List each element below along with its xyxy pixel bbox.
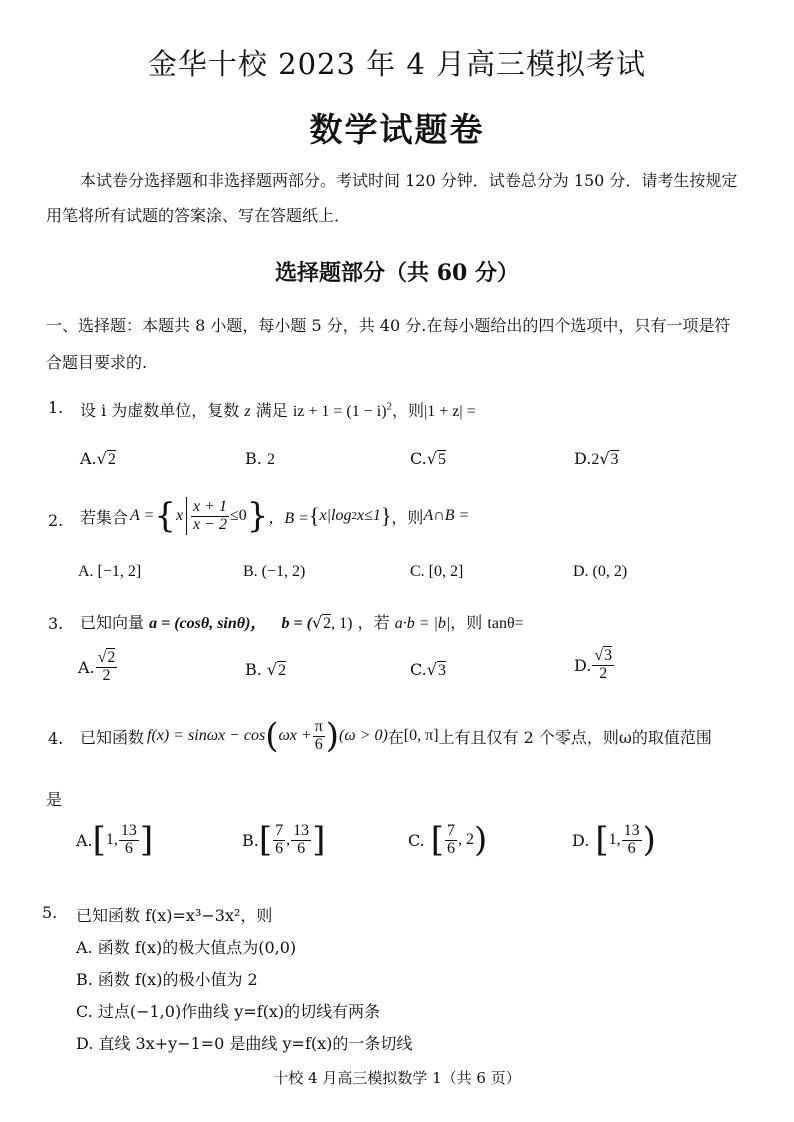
q1-option-c[interactable]: C.√5 [410, 449, 446, 468]
q3-text-a: 已知向量 [80, 613, 145, 632]
part-instruction-1: 一、选择题：本题共 8 小题，每小题 5 分，共 40 分.在每小题给出的四个选项中，只有一项是符 [46, 316, 731, 335]
q3-tan: tanθ= [487, 615, 524, 632]
q3-option-a[interactable] [78, 650, 118, 685]
right-bracket: ] [139, 820, 154, 861]
q2-set-a: A = [130, 507, 155, 524]
option-label: C. [410, 660, 427, 679]
q2-le-zero: ≤0 [229, 507, 247, 524]
denominator: 6 [124, 839, 133, 857]
option-label: A. [80, 449, 97, 468]
option-label: D. [574, 449, 592, 468]
option-fraction [445, 823, 457, 858]
q1-text-b: 满足 [255, 401, 288, 420]
option-left: 1, [608, 831, 621, 849]
denominator: 6 [314, 735, 323, 753]
q2-number: 2. [48, 511, 64, 530]
q4-function: f(x) = sinωx − cos [147, 727, 266, 744]
q3-option-c[interactable]: C.√3 [410, 660, 446, 679]
q2-bar [186, 497, 187, 535]
q3-condition: a·b = |b| [394, 615, 451, 632]
q4-pi-over-6 [313, 719, 325, 754]
q2-option-b[interactable]: B. (−1, 2) [243, 563, 306, 580]
q3-option-b[interactable]: B. √2 [245, 660, 287, 679]
q3-stem: 已知向量 a = (cosθ, sinθ)， b = (√2, 1) ，若 a·b = |b|，则 tanθ= [80, 613, 524, 632]
option-left: 1, [105, 831, 118, 849]
option-label: B. [245, 660, 262, 679]
q2-text-a: 若集合 [80, 507, 129, 527]
q2-log: x|log [319, 507, 352, 524]
q3-option-d[interactable] [574, 648, 615, 683]
q4-stem [80, 712, 712, 760]
q5-option-b[interactable]: B. 函数 f(x)的极小值为 2 [76, 970, 258, 989]
q3-number: 3. [48, 614, 64, 633]
q2-log-rest: x≤1 [356, 507, 381, 524]
left-paren: ( [265, 716, 279, 756]
right-brace-small: } [380, 503, 392, 528]
q1-option-a[interactable]: A.√2 [80, 449, 116, 468]
left-bracket: [ [92, 820, 106, 861]
section-title: 选择题部分（共 60 分） [275, 260, 519, 286]
q2-option-d[interactable]: D. (0, 2) [573, 563, 628, 580]
left-brace-small: { [308, 503, 320, 528]
q5-option-c[interactable]: C. 过点(−1,0)作曲线 y=f(x)的切线有两条 [76, 1002, 381, 1021]
q1-abs: |1 + z| = [424, 403, 476, 420]
q5-stem: 已知函数 f(x)=x³−3x²，则 [76, 906, 273, 925]
left-bracket: [ [595, 820, 609, 861]
right-paren: ) [325, 716, 340, 756]
q4-option-d[interactable] [572, 820, 656, 861]
option-label: D. [574, 655, 592, 675]
q1-exponent: 2 [386, 400, 393, 413]
q3-vector-b-post: , 1) [331, 615, 353, 632]
option-value: 2 [266, 451, 275, 468]
numerator: 13 [120, 822, 137, 839]
option-fraction [622, 823, 642, 858]
option-label: C. [410, 449, 427, 468]
q2-text-b: ，则 [391, 507, 424, 527]
option-value: 3 [610, 451, 619, 468]
comma: , [286, 831, 291, 849]
option-fraction [119, 823, 139, 858]
left-bracket: [ [430, 820, 445, 861]
q1-option-d[interactable]: D.2√3 [574, 449, 619, 468]
q5-number: 5. [42, 903, 58, 922]
q2-x: x [175, 507, 184, 524]
q2-option-c[interactable]: C. [0, 2] [410, 563, 464, 580]
q5-option-a[interactable]: A. 函数 f(x)的极大值点为(0,0) [76, 938, 297, 957]
option-fraction-2 [291, 823, 311, 858]
option-label: D. [572, 830, 590, 850]
q4-continuation: 是 [46, 790, 63, 809]
option-right: , 2 [458, 831, 475, 849]
option-label: B. [242, 830, 259, 850]
q4-condition: (ω > 0) [339, 727, 388, 744]
q1-text-a: 设 i 为虚数单位，复数 [80, 401, 240, 420]
right-paren: ) [474, 820, 488, 861]
q3-vector-a: a = (cosθ, sinθ)， [149, 615, 267, 632]
numerator: π [314, 717, 323, 735]
option-label: A. [78, 657, 95, 677]
q1-number: 1. [48, 398, 64, 417]
option-coefficient: 2 [591, 451, 600, 468]
exam-title: 金华十校 2023 年 4 月高三模拟考试 [147, 47, 647, 81]
q5-option-d[interactable]: D. 直线 3x+y−1=0 是曲线 y=f(x)的一条切线 [76, 1034, 413, 1053]
denominator: 6 [447, 839, 456, 857]
numerator: 7 [275, 822, 284, 839]
q1-option-b[interactable] [245, 449, 275, 469]
denominator: 2 [102, 666, 111, 684]
q1-equation: iz + 1 = (1 − i) [292, 403, 387, 420]
numerator: 13 [623, 822, 640, 839]
q2-intersection: A∩B = [423, 507, 470, 524]
intro-line-1: 本试卷分选择题和非选择题两部分。考试时间 120 分钟．试卷总分为 150 分．请考生按规定 [80, 171, 738, 190]
option-fraction: $\frac{√3}{2}$ [594, 647, 613, 682]
option-value: 5 [437, 451, 446, 468]
left-bracket: [ [258, 820, 273, 861]
q3-vector-b-pre: b = ( [281, 615, 312, 632]
page-footer: 十校 4 月高三模拟数学 1（共 6 页） [273, 1069, 521, 1087]
left-brace: { [154, 496, 176, 536]
q1-stem [80, 398, 476, 421]
option-label: A. [76, 830, 93, 850]
intro-line-2: 用笔将所有试题的答案涂、写在答题纸上． [46, 206, 351, 225]
numerator: 3 [604, 647, 613, 664]
q1-text-c: ，则 [392, 401, 425, 420]
right-paren: ) [642, 820, 656, 861]
option-label: C. [408, 830, 425, 850]
q3-text-b: ，若 [357, 613, 390, 632]
q2-set-b: ，B = [268, 509, 309, 527]
option-label: B. [245, 449, 262, 468]
q4-option-b[interactable] [242, 820, 326, 861]
q4-text-c: 上有且仅有 2 个零点，则ω的取值范围 [438, 727, 712, 747]
denominator: 6 [627, 839, 636, 857]
q3-vector-b-root: 2 [323, 615, 332, 632]
q4-option-a[interactable] [76, 820, 154, 861]
right-bracket: ] [312, 820, 326, 861]
denominator: 6 [275, 839, 284, 857]
denominator: x − 2 [193, 515, 227, 533]
part-instruction-2: 合题目要求的. [46, 353, 148, 372]
numerator: 2 [107, 649, 116, 666]
q4-option-c[interactable] [408, 820, 488, 861]
q4-text-b: 在 [387, 727, 404, 747]
q4-inner: ωx + [278, 727, 312, 744]
q2-fraction [191, 499, 229, 534]
right-brace: } [246, 496, 269, 536]
option-value: 2 [278, 662, 287, 679]
option-value: 2 [107, 451, 116, 468]
q1-z: z [244, 403, 251, 420]
numerator: 7 [447, 822, 456, 839]
q4-interval: [0, π] [403, 727, 439, 744]
q2-option-a[interactable]: A. [−1, 2] [78, 563, 142, 580]
q4-text-a: 已知函数 [80, 727, 145, 747]
option-fraction: $\frac{√2}{2}$ [97, 649, 116, 684]
denominator: 2 [599, 664, 608, 682]
numerator: x + 1 [193, 497, 227, 515]
q2-log-base: 2 [351, 510, 357, 522]
q3-text-c: ，则 [450, 613, 483, 632]
option-fraction-1 [273, 823, 285, 858]
option-value: 3 [437, 662, 446, 679]
numerator: 13 [293, 822, 310, 839]
denominator: 6 [297, 839, 306, 857]
q4-number: 4. [48, 729, 64, 748]
q2-stem [80, 494, 469, 538]
exam-subtitle: 数学试题卷 [309, 110, 485, 149]
